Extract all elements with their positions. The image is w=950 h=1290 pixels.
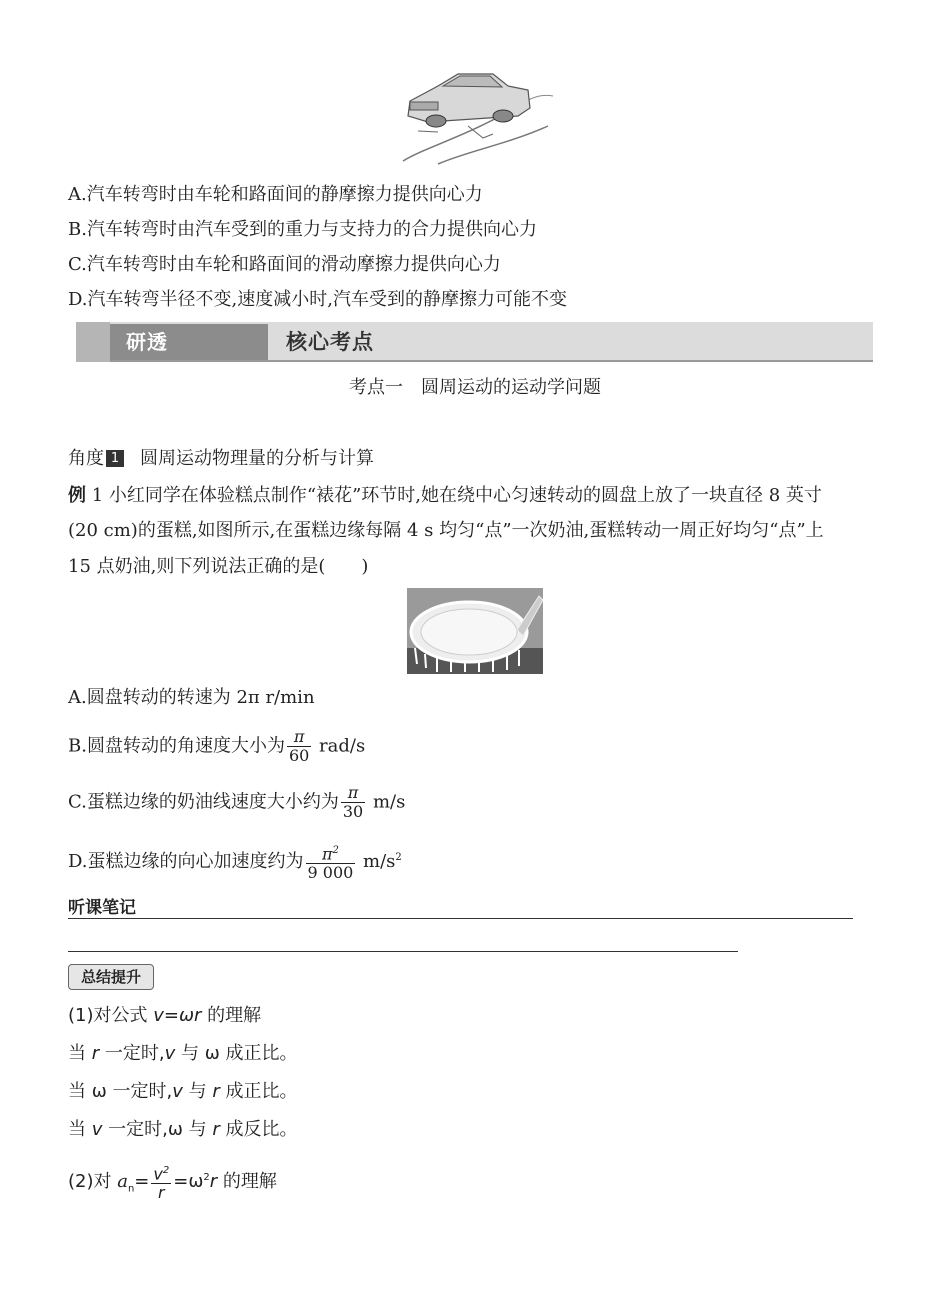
summary-p5 [68,1158,277,1210]
text: = [134,1171,150,1192]
var-v: v [153,1164,163,1184]
example-label: 例 [68,485,86,506]
banner-tag: 研透 [110,324,268,360]
option-b-text: B.圆盘转动的角速度大小为 [68,735,285,757]
fraction-denominator: 60 [288,746,310,765]
text: 的理解 [217,1171,277,1192]
text: 的理解 [201,1005,262,1026]
summary-p1 [68,1004,261,1028]
fraction-denominator: 30 [342,802,364,821]
var-v: v [164,1043,176,1064]
option-d-unit: m/s [357,851,396,872]
section-banner [76,322,873,362]
option-a-prev: A.汽车转弯时由车轮和路面间的静摩擦力提供向心力 [68,184,483,205]
example-line-1 [68,484,822,508]
text: = [163,1005,179,1026]
fraction-numerator: π [341,784,365,803]
var-omega: ω [178,1005,195,1026]
option-c [68,784,405,821]
fraction-denominator: 9 000 [307,863,354,883]
text: 当 [68,1119,92,1140]
text: =ω [173,1171,204,1192]
text: 成反比。 [219,1119,298,1140]
text: (2)对 [68,1171,118,1192]
banner-lead-block [76,322,110,362]
option-d-text: D.蛋糕边缘的向心加速度约为 [68,851,304,872]
var-v: v [91,1119,103,1140]
text: (1)对公式 [68,1005,154,1026]
exponent: 2 [162,1164,170,1176]
text: 与 ω 成正比。 [175,1043,298,1064]
car-turning-illustration [398,66,558,166]
fraction-denominator: r [158,1183,165,1203]
option-b-fraction [287,728,311,765]
notes-line-2 [68,951,738,952]
option-c-unit: m/s [367,791,406,813]
angle-title: 圆周运动物理量的分析与计算 [140,448,374,469]
example-line-3: 15 点奶油,则下列说法正确的是( ) [68,556,369,577]
option-b-unit: rad/s [313,735,366,757]
exponent: 2 [203,1172,210,1183]
angle-prefix: 角度 [68,448,104,469]
option-c-text: C.蛋糕边缘的奶油线速度大小约为 [68,791,339,813]
banner-title: 核心考点 [286,330,374,354]
text: 与 [182,1081,213,1102]
angle-number-badge: 1 [106,450,124,467]
numerator-exponent: 2 [332,844,339,856]
var-v: v [153,1005,164,1026]
summary-badge: 总结提升 [68,964,154,990]
angle-heading [68,447,374,471]
var-a: a [117,1171,128,1192]
option-c-prev: C.汽车转弯时由车轮和路面间的滑动摩擦力提供向心力 [68,254,501,275]
var-r: r [212,1081,220,1102]
fraction-numerator [306,842,356,864]
notes-line-1 [68,918,853,919]
text: 一定时, [99,1043,165,1064]
var-r: r [212,1119,220,1140]
formula-fraction [151,1162,171,1202]
var-r: r [209,1171,218,1192]
summary-p4 [68,1118,298,1142]
subscript-n: n [127,1183,135,1195]
var-r: r [91,1043,100,1064]
section-title: 考点一 圆周运动的运动学问题 [349,377,601,398]
numerator-pi: π [321,844,333,864]
unit-exponent: 2 [395,852,402,863]
option-d [68,840,402,882]
banner-rule [110,360,873,362]
example-text-1: 1 小红同学在体验糕点制作“裱花”环节时,她在绕中心匀速转动的圆盘上放了一块直径 8 英寸 [86,485,822,506]
text: 当 [68,1043,92,1064]
var-r: r [194,1005,202,1026]
text: 当 ω 一定时, [68,1081,173,1102]
option-c-fraction [341,784,365,821]
var-v: v [172,1081,183,1102]
cake-photo [407,588,543,674]
notes-label: 听课笔记 [68,898,136,918]
text: 成正比。 [219,1081,298,1102]
option-d-fraction [306,842,356,882]
example-line-2: (20 cm)的蛋糕,如图所示,在蛋糕边缘每隔 4 s 均匀“点”一次奶油,蛋糕转动一周正好均匀“点”上 [68,520,824,541]
option-b [68,728,365,765]
fraction-numerator: π [287,728,311,747]
option-b-prev: B.汽车转弯时由汽车受到的重力与支持力的合力提供向心力 [68,219,537,240]
option-a: A.圆盘转动的转速为 2π r/min [68,687,315,708]
summary-p3 [68,1080,298,1104]
summary-p2 [68,1042,298,1066]
text: 一定时,ω 与 [102,1119,213,1140]
option-d-prev: D.汽车转弯半径不变,速度减小时,汽车受到的静摩擦力可能不变 [68,289,567,310]
fraction-numerator [151,1162,171,1184]
